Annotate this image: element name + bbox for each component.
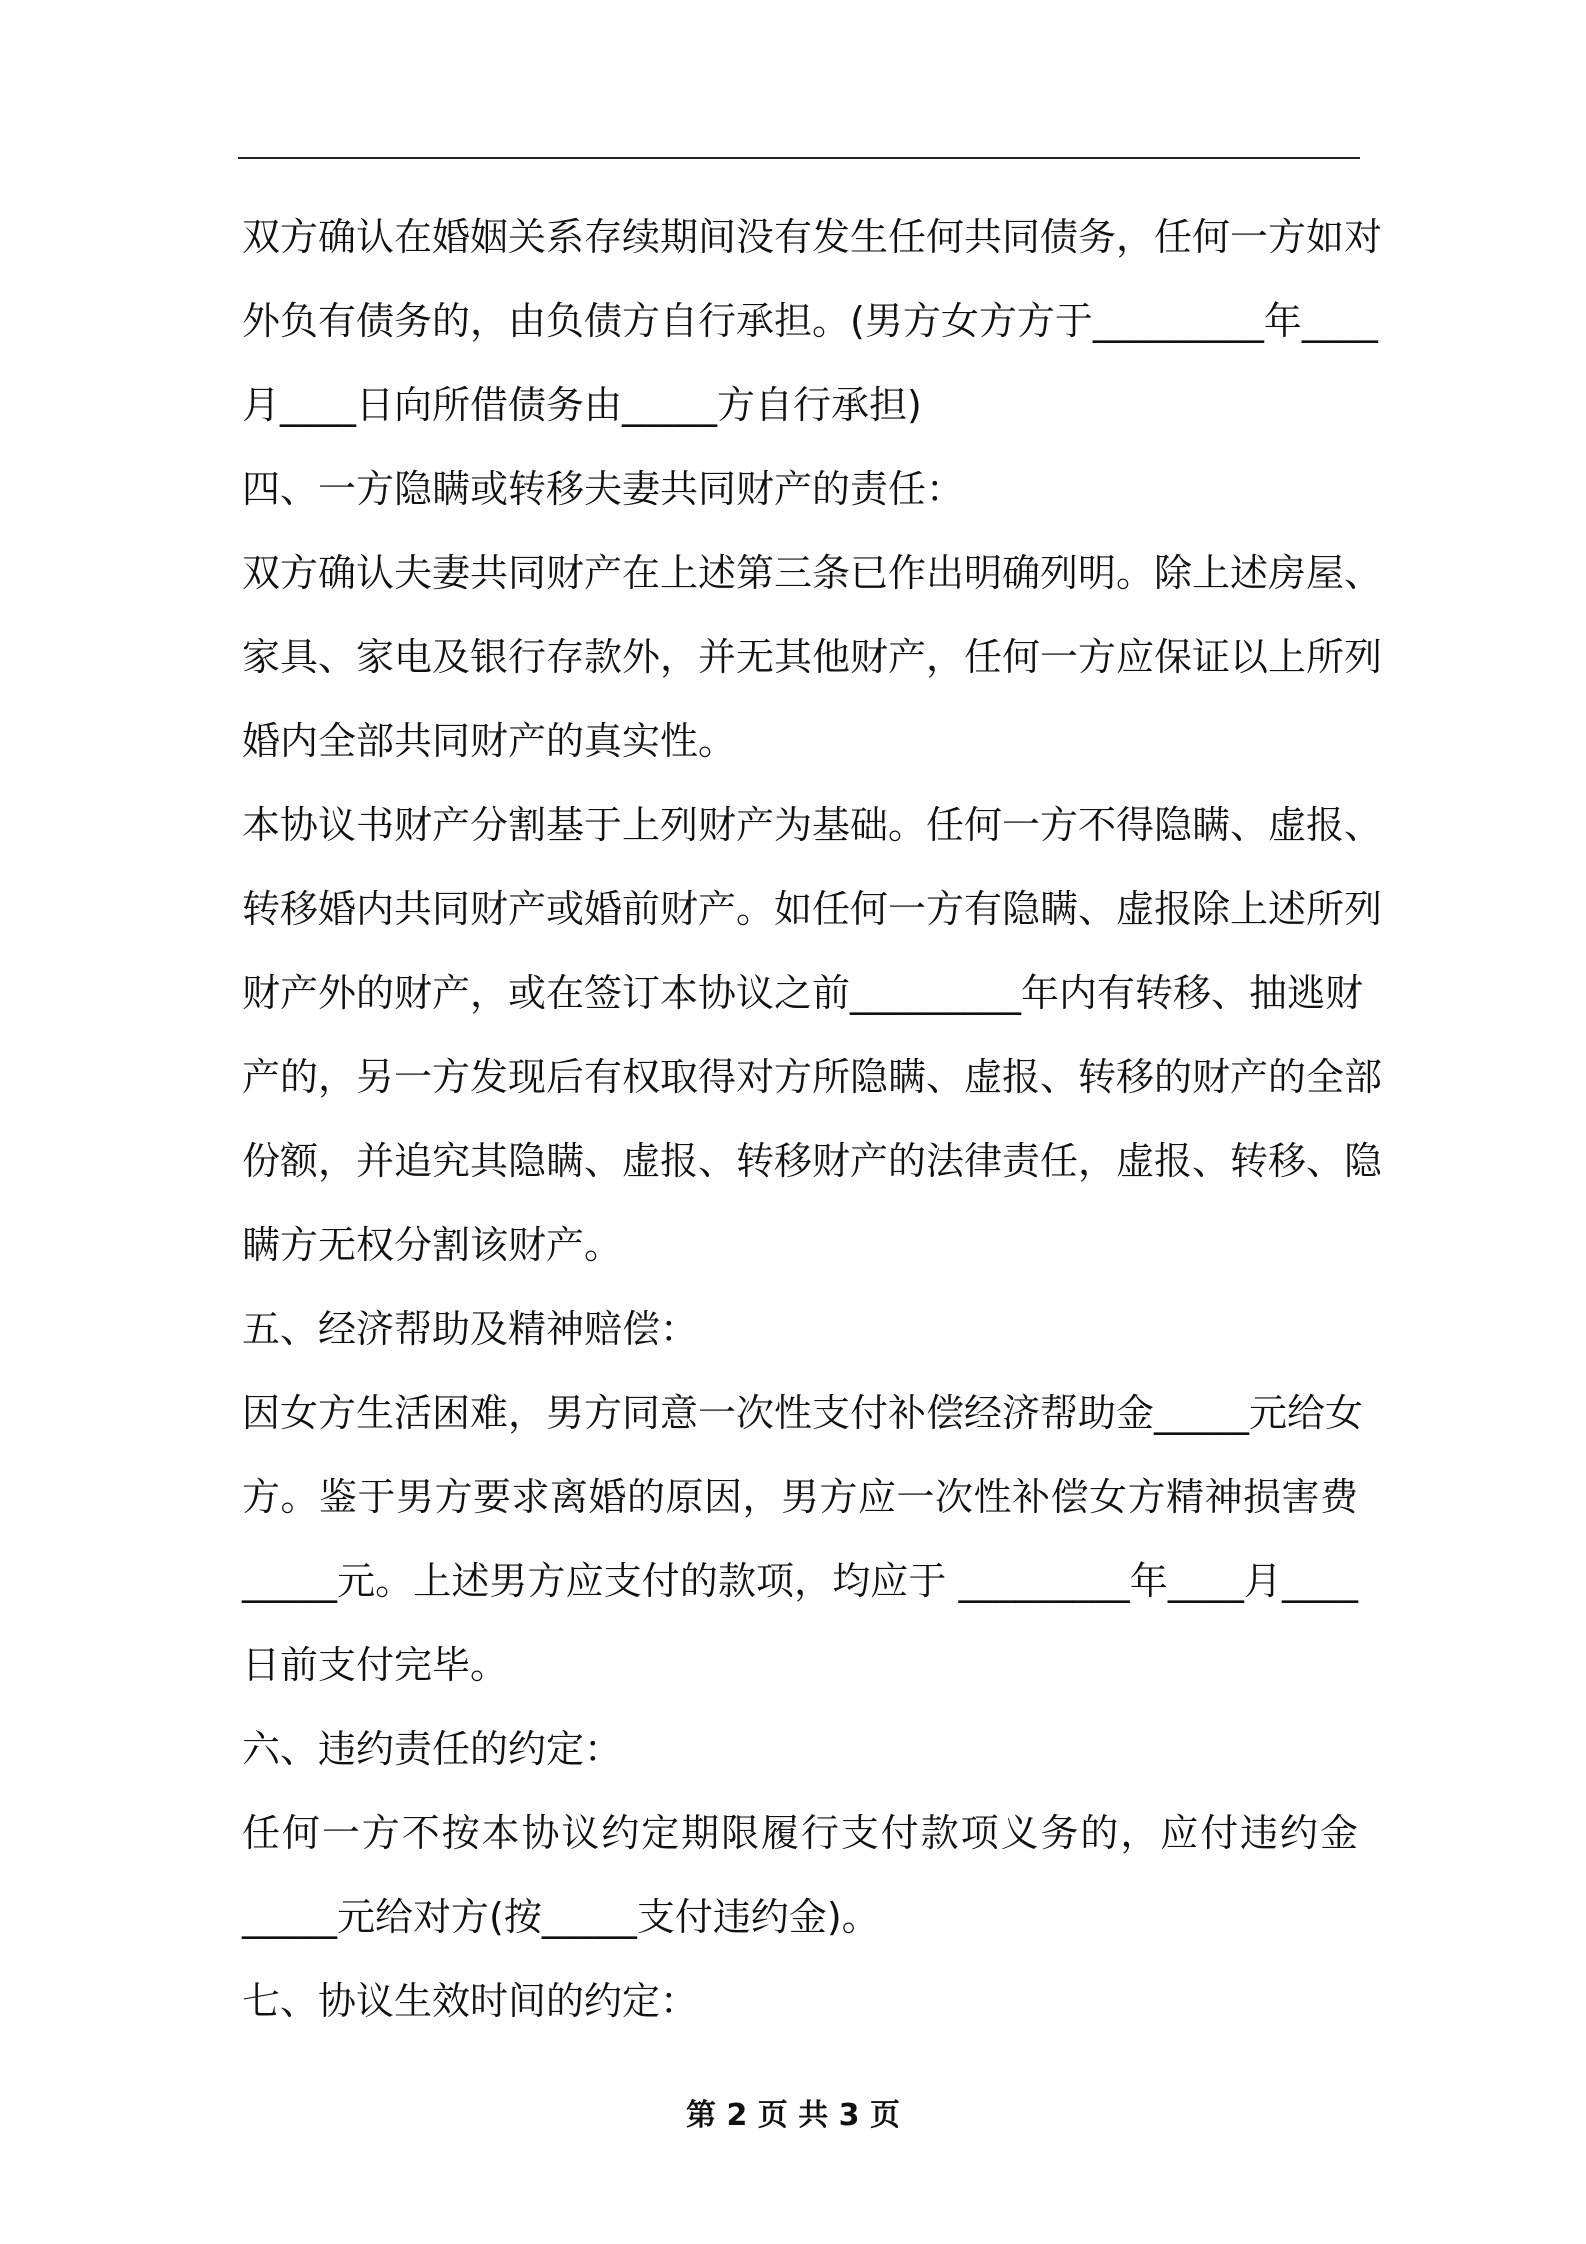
paragraph-line: 产的，另一方发现后有权取得对方所隐瞒、虚报、转移的财产的全部 <box>242 1055 1383 1099</box>
paragraph-line: 日前支付完毕。 <box>242 1643 509 1687</box>
paragraph-line: 双方确认在婚姻关系存续期间没有发生任何共同债务，任何一方如对 <box>242 215 1383 259</box>
paragraph-line: 家具、家电及银行存款外，并无其他财产，任何一方应保证以上所列 <box>242 635 1383 679</box>
paragraph-line: 月____日向所借债务由_____方自行承担) <box>242 383 922 427</box>
section-heading: 四、一方隐瞒或转移夫妻共同财产的责任： <box>242 467 965 511</box>
paragraph-line: 方。鉴于男方要求离婚的原因，男方应一次性补偿女方精神损害费 <box>242 1475 1358 1519</box>
paragraph-line: _____元。上述男方应支付的款项，均应于 _________年____月____ <box>242 1559 1358 1603</box>
paragraph-line: 转移婚内共同财产或婚前财产。如任何一方有隐瞒、虚报除上述所列 <box>242 887 1383 931</box>
paragraph-line: 因女方生活困难，男方同意一次性支付补偿经济帮助金_____元给女 <box>242 1391 1364 1435</box>
section-heading: 五、经济帮助及精神赔偿： <box>242 1307 699 1351</box>
paragraph-line: 瞒方无权分割该财产。 <box>242 1223 623 1267</box>
document-body <box>242 195 1383 2043</box>
header-divider <box>238 157 1360 159</box>
paragraph-line: 双方确认夫妻共同财产在上述第三条已作出明确列明。除上述房屋、 <box>242 551 1383 595</box>
paragraph-line: _____元给对方(按_____支付违约金)。 <box>242 1895 880 1939</box>
paragraph-line: 外负有债务的，由负债方自行承担。(男方女方方于_________年____ <box>242 299 1378 343</box>
section-heading: 七、协议生效时间的约定： <box>242 1979 699 2023</box>
paragraph-line: 本协议书财产分割基于上列财产为基础。任何一方不得隐瞒、虚报、 <box>242 803 1383 847</box>
paragraph-line: 任何一方不按本协议约定期限履行支付款项义务的，应付违约金 <box>242 1811 1358 1855</box>
paragraph-line: 财产外的财产，或在签订本协议之前_________年内有转移、抽逃财 <box>242 971 1364 1015</box>
page-number: 第 2 页 共 3 页 <box>686 2098 900 2133</box>
paragraph-line: 份额，并追究其隐瞒、虚报、转移财产的法律责任，虚报、转移、隐 <box>242 1139 1383 1183</box>
paragraph-line: 婚内全部共同财产的真实性。 <box>242 719 737 763</box>
section-heading: 六、违约责任的约定： <box>242 1727 623 1771</box>
